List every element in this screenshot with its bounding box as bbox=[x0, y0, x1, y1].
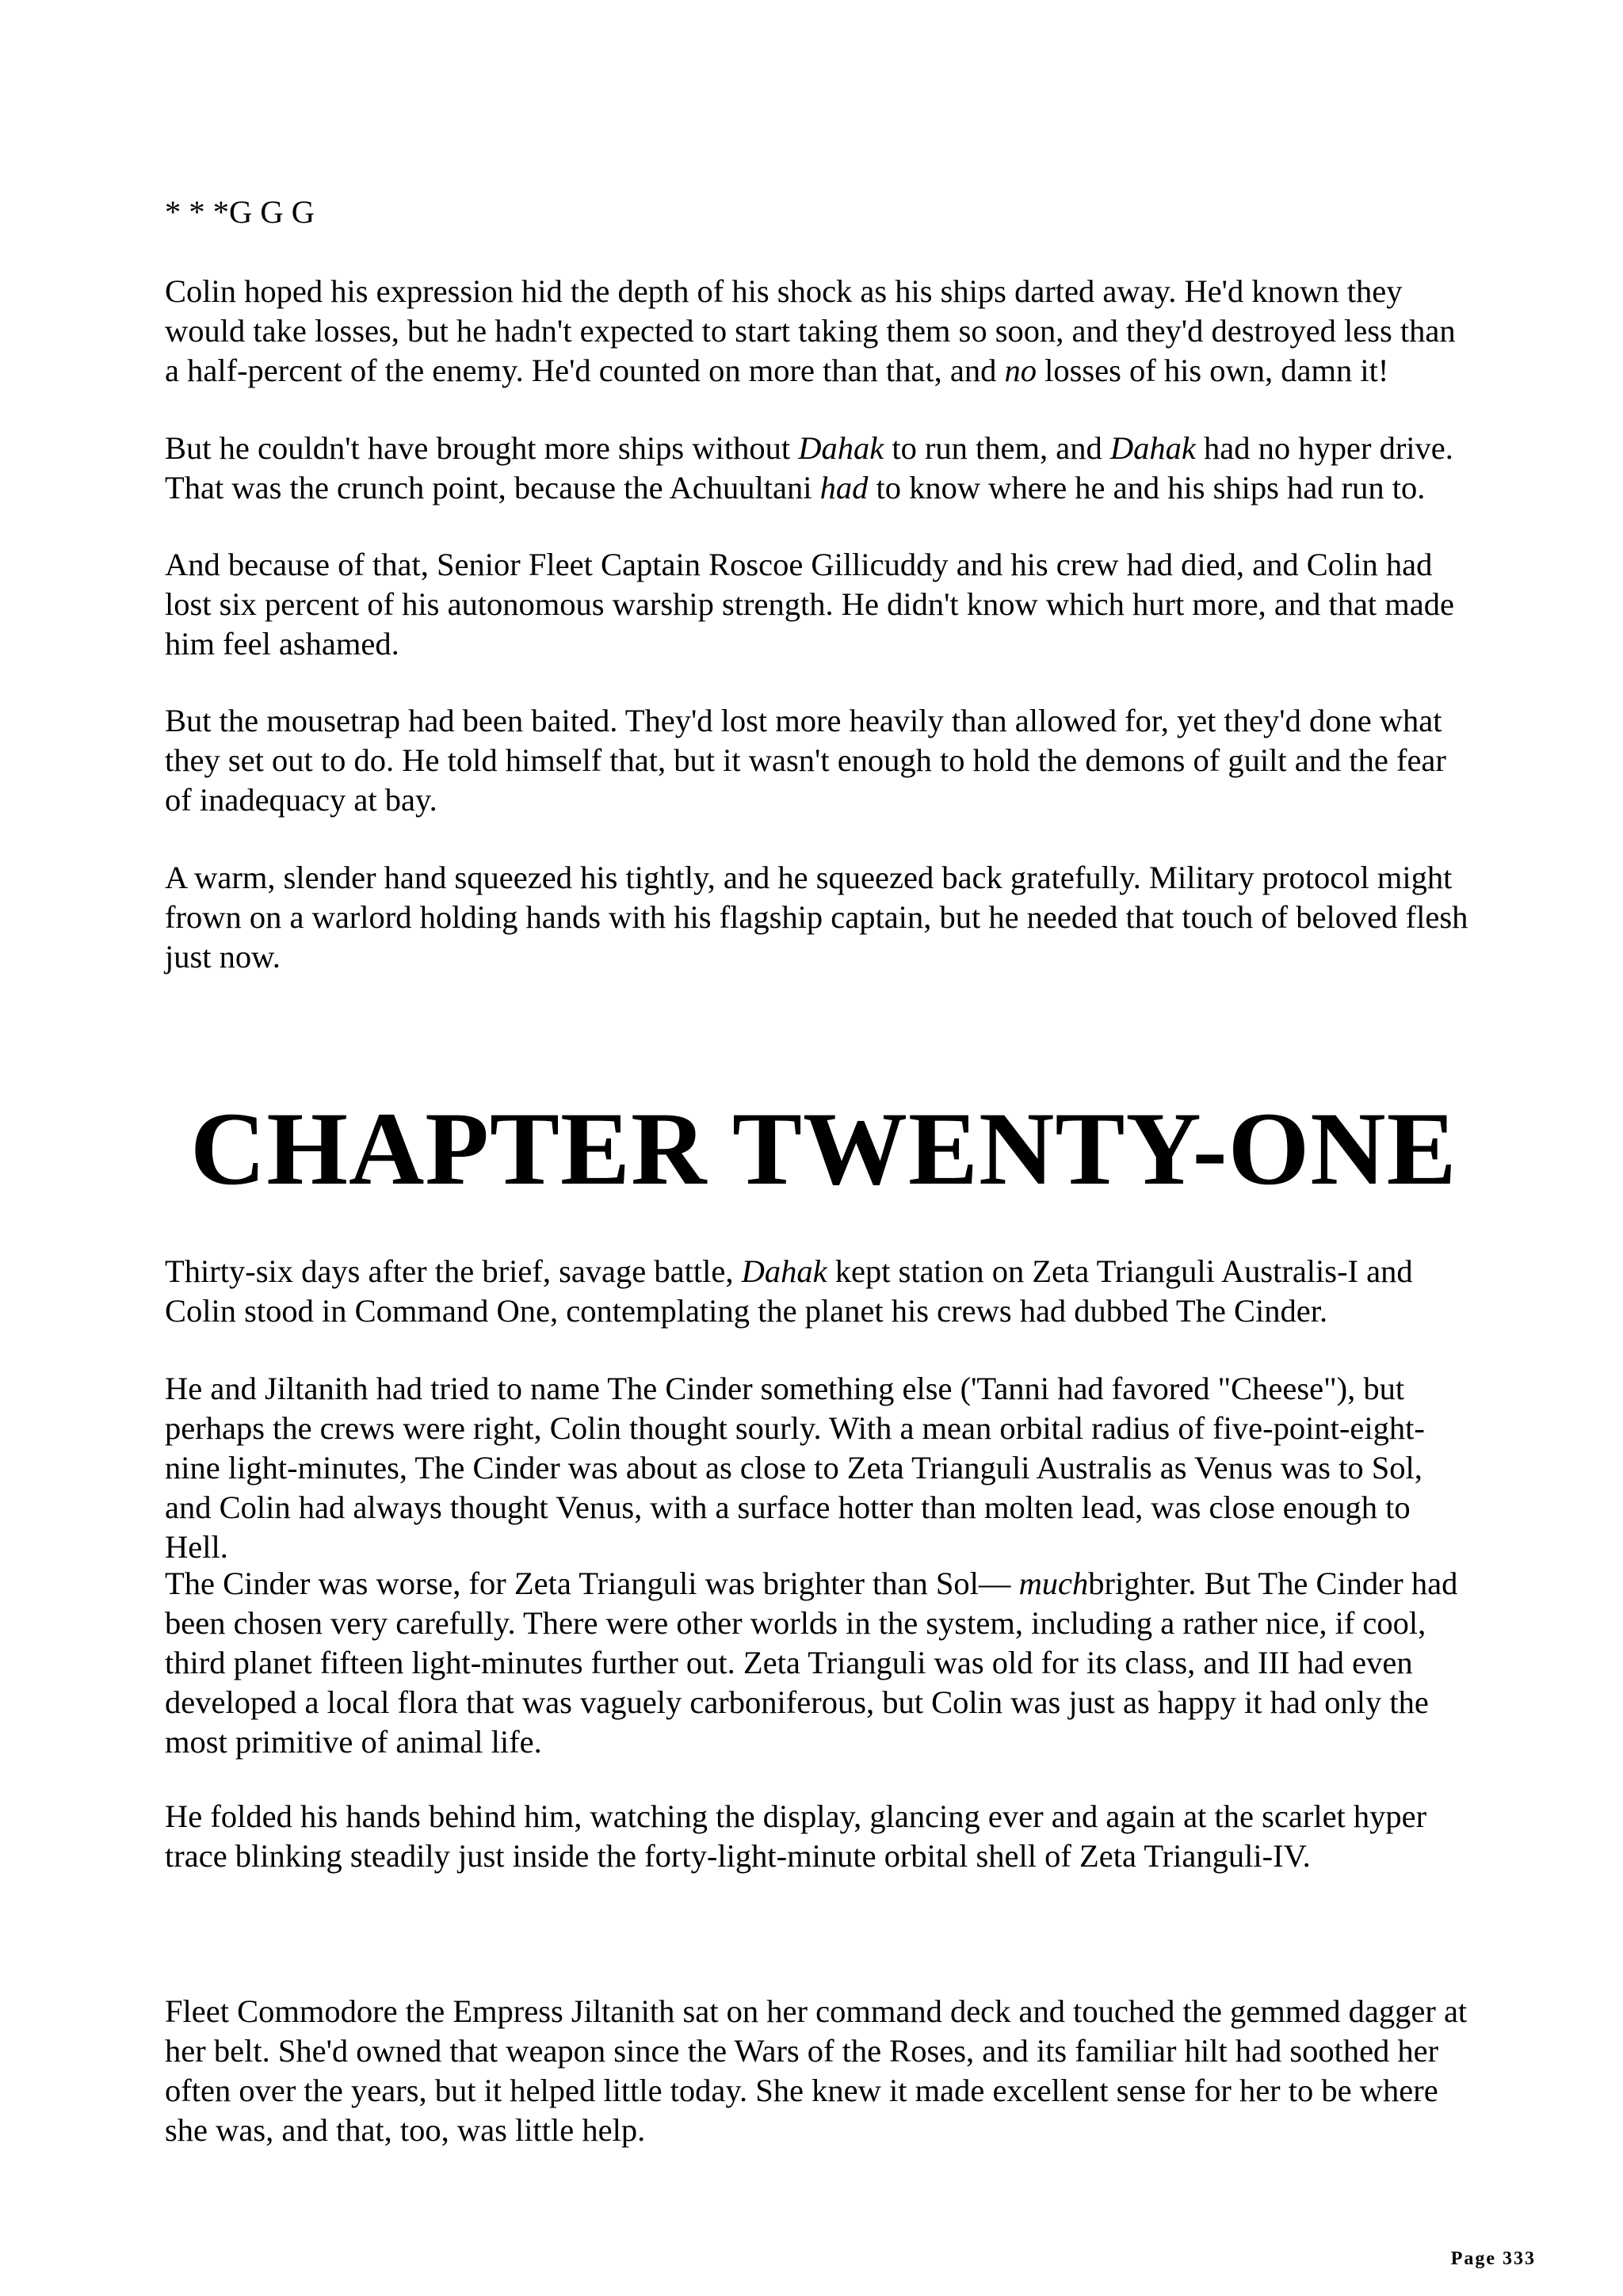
text-run: Colin hoped his expression hid the depth of his shock as his ships darted away. He'd known they would take losses, but he hadn't expected to start taking them so soon, and they'd destroyed less than a half-percent of the enemy. He'd counted on more than that, and bbox=[165, 273, 1456, 388]
text-run: He and Jiltanith had tried to name The Cinder something else ('Tanni had favored "Cheese"), but perhaps the crews were right, Colin thought sourly. With a mean orbital radius of five-point-eight-nine light-minutes, The Cinder was about as close to Zeta Trianguli Australis as Venus was to Sol, and Colin had always thought Venus, with a surface hotter than molten lead, was close enough to Hell. bbox=[165, 1371, 1425, 1565]
paragraph bbox=[165, 429, 1472, 508]
text-run: He folded his hands behind him, watching the display, glancing ever and again at the scarlet hyper trace blinking steadily just inside the forty-light-minute orbital shell of Zeta Trianguli-IV. bbox=[165, 1798, 1427, 1874]
chapter-title: CHAPTER TWENTY-ONE bbox=[190, 1090, 1457, 1207]
page-number: Page 333 bbox=[1450, 2248, 1536, 2269]
text-run: Thirty-six days after the brief, savage battle, bbox=[165, 1253, 742, 1289]
paragraph bbox=[165, 1252, 1472, 1331]
italic-text: no bbox=[1004, 353, 1037, 388]
paragraph bbox=[165, 701, 1472, 820]
text-run: A warm, slender hand squeezed his tightly, and he squeezed back gratefully. Military protocol might frown on a warlord holding hands with his flagship captain, but he needed that touch of beloved flesh just now. bbox=[165, 860, 1468, 974]
text-run: to know where he and his ships had run to. bbox=[868, 470, 1426, 505]
italic-text: had bbox=[819, 470, 869, 505]
text-run: But he couldn't have brought more ships without bbox=[165, 430, 799, 466]
text-run: But the mousetrap had been baited. They'd lost more heavily than allowed for, yet they'd done what they set out to do. He told himself that, but it wasn't enough to hold the demons of guilt and the fear of inadequacy at bay. bbox=[165, 703, 1446, 818]
paragraph bbox=[165, 1564, 1472, 1762]
paragraph bbox=[165, 1797, 1472, 1876]
paragraph bbox=[165, 1369, 1472, 1567]
paragraph bbox=[165, 272, 1472, 391]
text-run: had no hyper drive. That was the crunch point, because the Achuultani bbox=[165, 430, 1453, 505]
italic-text: Dahak bbox=[741, 1253, 827, 1289]
paragraph bbox=[165, 1992, 1472, 2150]
text-run: Fleet Commodore the Empress Jiltanith sat on her command deck and touched the gemmed dagger at her belt. She'd owned that weapon since the Wars of the Roses, and its familiar hilt had soothed her often over the years, but it helped little today. She knew it made excellent sense for her to be where she was, and that, too, was little help. bbox=[165, 1993, 1468, 2148]
text-run: kept station on Zeta Trianguli Australis-I and Colin stood in Command One, contemplating the planet his crews had dubbed The Cinder. bbox=[165, 1253, 1413, 1329]
paragraph bbox=[165, 858, 1472, 977]
italic-text: much bbox=[1018, 1566, 1089, 1601]
text-run: to run them, and bbox=[884, 430, 1110, 466]
text-run: brighter. But The Cinder had been chosen very carefully. There were other worlds in the system, including a rather nice, if cool, third planet fifteen light-minutes further out. Zeta Trianguli was old for its class, and III had even developed a local flora that was vaguely carboniferous, but Colin was just as happy it had only the most primitive of animal life. bbox=[165, 1566, 1458, 1760]
italic-text: Dahak bbox=[798, 430, 884, 466]
scene-break: * * *G G G bbox=[165, 194, 315, 230]
italic-text: Dahak bbox=[1109, 430, 1196, 466]
text-run: The Cinder was worse, for Zeta Trianguli was brighter than Sol— bbox=[165, 1566, 1019, 1601]
text-run: losses of his own, damn it! bbox=[1037, 353, 1389, 388]
paragraph bbox=[165, 545, 1472, 664]
text-run: And because of that, Senior Fleet Captain Roscoe Gillicuddy and his crew had died, and Colin had lost six percent of his autonomous warship strength. He didn't know which hurt more, and that made him feel ashamed. bbox=[165, 547, 1455, 662]
